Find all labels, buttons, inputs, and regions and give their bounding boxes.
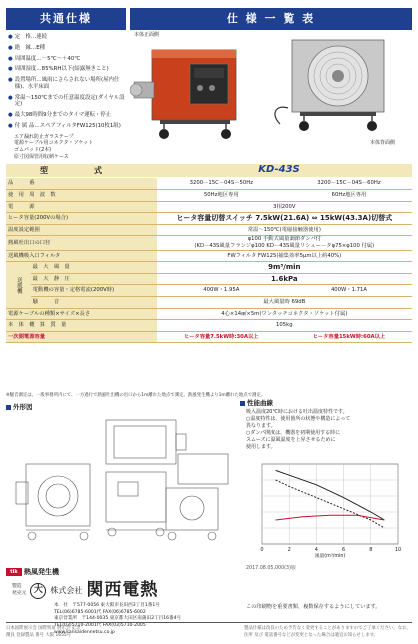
spec-value-line: 3相200V xyxy=(273,203,296,210)
common-spec-item xyxy=(8,56,128,63)
spec-key: 品 番 xyxy=(6,178,157,190)
perf-title-text: 性能曲線 xyxy=(247,399,273,407)
common-spec-list xyxy=(8,34,128,161)
maker-symbol-icon: 大 xyxy=(30,583,46,599)
bullet-icon: ● xyxy=(8,44,13,51)
common-spec-item xyxy=(8,77,128,91)
perf-section-title xyxy=(240,399,273,407)
common-spec-item xyxy=(8,123,128,130)
spec-row xyxy=(6,250,412,262)
spec-row xyxy=(6,331,412,343)
fan-group-label: 送風機 xyxy=(6,262,31,308)
front-photo-label: 本体正面側 xyxy=(134,32,160,38)
spec-value xyxy=(157,273,412,285)
common-spec-title: 共通仕様 xyxy=(40,12,92,26)
x-tick-label: 8 xyxy=(369,547,373,553)
bullet-icon: ● xyxy=(8,66,13,73)
spec-value-line: 常温～150℃(電磁接触器使用) xyxy=(247,226,321,233)
section-marker-icon xyxy=(240,401,245,406)
spec-key: 送風機吸入口フィルタ xyxy=(6,250,157,262)
address-line: TEL(03)5710-2001代 FAX(03)5710-2005 xyxy=(54,622,146,628)
accessory-line: ゴムパッド(2本) xyxy=(14,147,52,153)
spec-value-line: 9m³/min xyxy=(268,263,301,272)
spec-value xyxy=(157,297,412,309)
perf-text-line: ○温度特性は、使用箇所の状態や構造によって xyxy=(246,416,351,422)
common-spec-header xyxy=(6,8,126,30)
chart-frame xyxy=(262,464,398,544)
common-spec-text: 付 属 品…スペアフィルタFW125(10枚1組) xyxy=(14,122,121,129)
spec-value-a: 50Hz地区専用 xyxy=(157,190,286,202)
brand-logo: tik xyxy=(6,568,22,576)
footer-left xyxy=(6,626,80,639)
section-marker-icon xyxy=(6,405,11,410)
edition-text: 2017.08.05,000(3)版 xyxy=(246,566,296,571)
bullet-icon: ● xyxy=(8,94,13,101)
perf-text-line: スムーズに温風温度を上昇させるために xyxy=(246,437,336,443)
x-tick-label: 2 xyxy=(287,547,291,553)
common-spec-item xyxy=(8,95,128,109)
spec-value-line: (KD－43S風量フランジφ100 KD－43S風量リシュー－タφ75×φ100 付属) xyxy=(194,243,375,250)
series-line xyxy=(276,470,385,520)
common-spec-item xyxy=(8,34,128,41)
spec-value-b: ヒータ容量15kW時:60A以上 xyxy=(286,331,412,343)
common-spec-text: 周囲湿度…85%RH以下(結露無きこと) xyxy=(14,66,109,73)
common-spec-item xyxy=(8,112,128,119)
spec-value xyxy=(157,213,412,225)
x-axis-label: 風量(m³/min) xyxy=(314,554,346,558)
brand-line-text: 熱風発生機 xyxy=(24,568,59,576)
brand-line xyxy=(6,568,59,577)
maker-labels xyxy=(12,584,26,597)
series-line xyxy=(276,480,385,528)
spec-row xyxy=(6,236,412,250)
spec-value-line: 最大風量時 69dB xyxy=(263,299,306,306)
spec-key: 騒 音 xyxy=(31,297,157,309)
spec-value-line: ヒータ容量切替スイッチ 7.5kW(21.6A) ⇔ 15kW(43.3A)切替式 xyxy=(176,214,393,223)
accessory-line: 電源ケーブル用コネクタ・ソケット xyxy=(14,140,94,147)
common-spec-text: 周囲温度…－5℃～＋40℃ xyxy=(14,55,81,62)
common-spec-text: 常温～150℃までの任意温度設定(ダイヤル設定) xyxy=(14,94,125,108)
outline-drawing xyxy=(6,412,238,552)
spec-value-line: φ100 手動式風量調節ダンパ付 xyxy=(247,236,321,243)
spec-value xyxy=(157,262,412,274)
spec-value-a: 400W・1.95A xyxy=(157,285,286,297)
maker-label-1: 製造 xyxy=(12,583,22,589)
common-spec-item xyxy=(8,45,128,52)
spec-key: 熱風吐出口の口径 xyxy=(6,236,157,250)
address-line: www.kansaidennetsu.co.jp xyxy=(54,629,115,635)
spec-value-a: ヒータ容量7.5kW時:30A以上 xyxy=(157,331,286,343)
spec-row xyxy=(6,262,412,274)
perf-text-line: ○ダンパ開度は、機器を初期使用する時に xyxy=(246,430,341,436)
spec-key: 電源ケーブルの種類×サイズ×長さ xyxy=(6,308,157,320)
spec-key: 本 体 概 算 質 量 xyxy=(6,320,157,332)
maker-prefix: 株式会社 xyxy=(50,585,83,595)
spec-value xyxy=(157,224,412,236)
footer-left-line: 日本国際展示会 国際貿易 展示会 記念 xyxy=(6,626,81,631)
accessory-line: 原寸図保管用収納ケース xyxy=(14,153,69,160)
common-spec-text: 設置場所…風雨にさらされない場所(屋内仕様)、水平床面 xyxy=(14,77,120,90)
spec-row xyxy=(6,190,412,202)
spec-row xyxy=(6,273,412,285)
common-spec-text: 定 格…連続 xyxy=(14,34,48,40)
spec-value-b: 400W・1.71A xyxy=(286,285,412,297)
accessories-sub xyxy=(14,134,128,161)
common-spec-item xyxy=(8,66,128,73)
x-tick-label: 0 xyxy=(260,547,264,553)
footer-left-line: 優良 登録製品 番号 大阪 1655号 xyxy=(6,632,72,638)
spec-value xyxy=(157,250,412,262)
bullet-icon: ● xyxy=(8,112,13,118)
spec-row xyxy=(6,178,412,190)
spec-key: 最 大 風 量 xyxy=(31,262,157,274)
spec-value xyxy=(157,320,412,332)
spec-key: 電 源 xyxy=(6,201,157,213)
spec-row xyxy=(6,308,412,320)
spec-key: 電動機の容量・定格電流(200V時) xyxy=(31,285,157,297)
maker-name xyxy=(12,580,158,601)
spec-row xyxy=(6,285,412,297)
spec-list-header xyxy=(130,8,412,30)
model-bar xyxy=(6,164,412,177)
x-tick-label: 10 xyxy=(394,547,402,553)
spec-value-b: 3200－15C－04S－60Hz xyxy=(286,178,412,190)
model-value: KD-43S xyxy=(258,164,300,176)
model-label: 型 式 xyxy=(40,165,112,175)
spec-value xyxy=(157,308,412,320)
spec-value-line: FWフィルタ FW125(捕集効率5μm以上約40%) xyxy=(227,252,342,259)
spec-value-line: 105kg xyxy=(276,322,293,329)
machine-rear-image xyxy=(270,34,412,144)
spec-row xyxy=(6,213,412,225)
address-line: 東京営業所 〒144-0035 東京都大田区南蒲田2丁目16番4号 xyxy=(54,616,182,622)
footer-right: 製品仕様は改良のため予告なく変更することがありますのでご了承ください。なお、住所 及び 電話番号などが変更となった場合は適宜お知らせします。 xyxy=(244,626,411,638)
spec-value-line: 1.6kPa xyxy=(270,274,298,283)
machine-front-image xyxy=(130,38,250,150)
spec-row xyxy=(6,297,412,309)
bullet-icon: ● xyxy=(8,34,13,40)
perf-text-line: 異なります。 xyxy=(246,423,276,429)
spec-row xyxy=(6,224,412,236)
x-tick-label: 4 xyxy=(314,547,318,553)
dims-title-text: 外形図 xyxy=(13,403,33,411)
noise-note: ※騒音測定は、一般事務所内にて、一方過行で熱風吐出機の出口から1m離れた地点で測定。熱風発生機より1m離れた地点で測定。 xyxy=(6,393,266,398)
maker-company-name: 関西電熱 xyxy=(86,580,159,600)
spec-row xyxy=(6,201,412,213)
common-spec-text: 最大98時間9分までのタイマ運転・停止 xyxy=(14,112,112,118)
spec-row xyxy=(6,320,412,332)
dims-section-title xyxy=(6,403,33,411)
x-tick-label: 6 xyxy=(342,547,346,553)
bullet-icon: ● xyxy=(8,55,13,62)
spec-list-title: 仕 様 一 覧 表 xyxy=(226,12,316,26)
spec-value-a: 3200－15C－04S－50Hz xyxy=(157,178,286,190)
product-photos xyxy=(130,30,412,150)
spec-key: ヒータ容量(200Vの場合) xyxy=(6,213,157,225)
perf-text-line: 吸入温度20℃時における吐出温度特性です。 xyxy=(246,409,348,415)
perf-text xyxy=(246,409,412,451)
address-line: TEL(06)6785-6001代 FAX(06)6785-6002 xyxy=(54,609,146,615)
perf-text-line: 使用します。 xyxy=(246,444,276,450)
bullet-icon: ● xyxy=(8,77,13,83)
spec-key: 最 大 静 圧 xyxy=(31,273,157,285)
performance-chart xyxy=(248,460,408,558)
address-line: 本 社 〒577-0056 東大阪市長田西3丁目1番1号 xyxy=(54,603,160,608)
rear-photo-label: 本体背面側 xyxy=(370,140,396,146)
bullet-icon: ● xyxy=(8,122,13,129)
spec-key: 一次側電源容量 xyxy=(6,331,157,343)
spec-key: 温度設定範囲 xyxy=(6,224,157,236)
spec-value-line: 4心×14㎟×5m(ワンタッチコネクタ・ソケット付属) xyxy=(221,310,348,317)
disclaimer-text: この印刷物を重要書類、複数保存するようにしています。 xyxy=(246,604,381,610)
spec-value xyxy=(157,236,412,250)
maker-label-2: 発売元 xyxy=(12,590,27,596)
spec-value xyxy=(157,201,412,213)
spec-key: 使 用 周 波 数 xyxy=(6,190,157,202)
perf-description xyxy=(240,409,412,451)
common-spec-text: 絶 縁…E種 xyxy=(14,44,46,51)
spec-table xyxy=(6,178,412,343)
footer xyxy=(6,622,412,639)
spec-value-b: 60Hz地区専用 xyxy=(286,190,412,202)
series-line xyxy=(276,515,385,520)
accessory-line: エア漏れ防止ガラステープ xyxy=(14,133,74,140)
